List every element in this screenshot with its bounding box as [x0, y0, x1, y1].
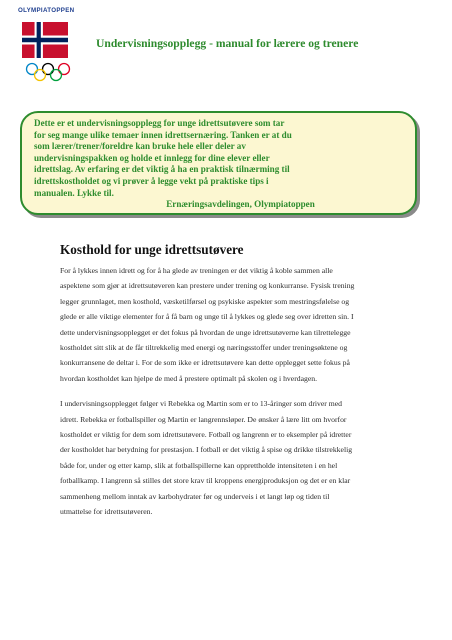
body-line: kostholdet er viktig for dem som idrettsutøvere. Fotball og langrenn er to eksempler på idretter — [60, 430, 352, 440]
intro-signature: Ernæringsavdelingen, Olympiatoppen — [166, 199, 315, 210]
section-heading: Kosthold for unge idrettsutøvere — [60, 242, 244, 257]
olympic-rings-icon — [25, 62, 71, 84]
body-line: konkurransene de deltar i. For de som ikke er idrettsutøvere kan dette opplegget sette fokus på — [60, 358, 350, 368]
intro-line: idrettskostholdet og vi prøver å legge vekt på praktiske tips i — [34, 175, 269, 186]
intro-box — [20, 111, 417, 215]
body-line: både for, under og etter kamp, slik at fotballspillerne kan opprettholde intensiteten i en hel — [60, 460, 338, 470]
intro-text — [34, 118, 407, 211]
paragraph-1 — [60, 263, 420, 386]
document-title: Undervisningsopplegg - manual for lærere og trenere — [96, 37, 359, 50]
body-line: kostholdet sitt slik at de får tiltrekkelig med energi og næringsstoffer under treningsøktene og — [60, 343, 348, 353]
intro-line: undervisningspakken og holde et innlegg for dine elever eller — [34, 152, 270, 163]
body-line: For å lykkes innen idrett og for å ha glede av treningen er det viktig å koble sammen alle — [60, 266, 333, 275]
body-line: legger grunnlaget, men kosthold, væsketilførsel og psykiske aspekter som mestringsfølelse og — [60, 296, 350, 306]
intro-line: som lærer/trener/foreldre kan bruke hele eller deler av — [34, 141, 246, 152]
body-line: glede er alle viktige elementer for å få barn og unge til å lykkes og glede seg over idretten sin. I — [60, 312, 354, 322]
section-body — [60, 263, 420, 530]
body-line: aspektene som gjør at idrettsutøveren kan prestere under trening og konkurranse. Fysisk trening — [60, 281, 355, 291]
body-line: utmattelse for idrettsutøveren. — [60, 507, 153, 517]
body-line: der kostholdet har betydning for prestasjon. I fotball er det viktig å spise og drikke tilstrekkelig — [60, 445, 353, 455]
intro-line: idrettslag. Av erfaring er det viktig å ha en praktisk tilnærming til — [34, 164, 290, 175]
body-line: hvordan kostholdet kan hjelpe de med å prestere optimalt på skolen og i hverdagen. — [60, 373, 318, 383]
body-line: dette undervisningsopplegget er det fokus på hvordan de unge idrettsutøverne kan tilrettelegge — [60, 327, 351, 337]
paragraph-2 — [60, 396, 420, 519]
intro-line: manualen. Lykke til. — [34, 187, 114, 198]
intro-line: for seg mange ulike temaer innen idrettsernæring. Tanken er at du — [34, 129, 292, 140]
body-line: sammenheng mellom inntak av karbohydrater før og underveis i et langt løp og tiden til — [60, 491, 330, 501]
body-line: idrett. Rebekka er fotballspiller og Martin er langrennsløper. De ønsker å lære litt om hvorfor — [60, 414, 347, 424]
body-line: I undervisningsopplegget følger vi Rebekka og Martin som er to 13-åringer som driver med — [60, 399, 343, 409]
body-line: fotballkamp. I langrenn så stilles det store krav til kroppens energiproduksjon og det er en klar — [60, 476, 351, 486]
olympiatoppen-logo — [12, 7, 75, 87]
logo-text: OLYMPIATOPPEN — [18, 7, 75, 14]
intro-line: Dette er et undervisningsopplegg for unge idrettsutøvere som tar — [34, 118, 285, 128]
norway-flag-icon — [22, 22, 68, 58]
